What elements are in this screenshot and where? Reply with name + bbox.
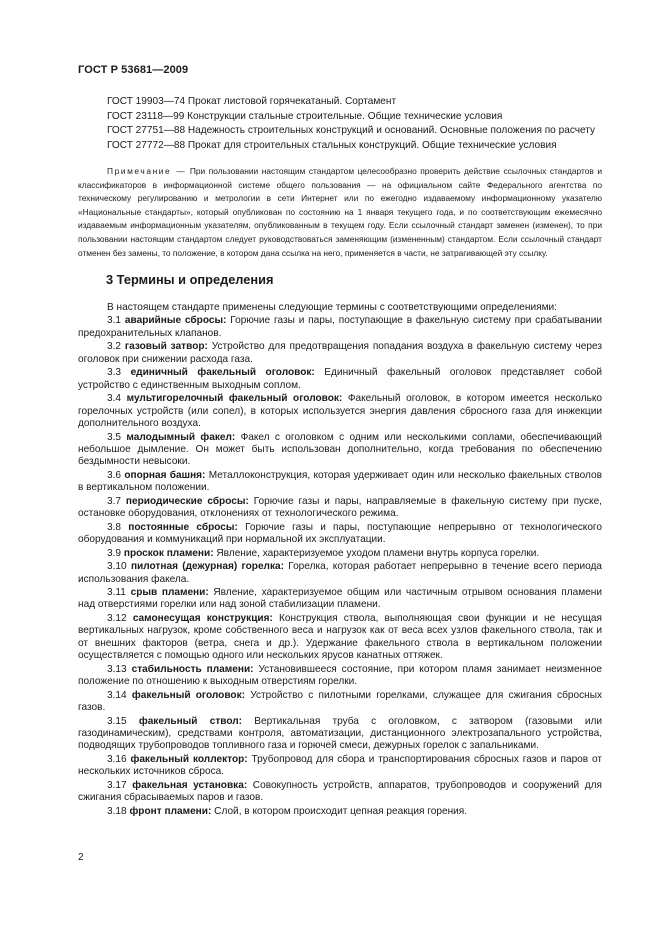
term-name: факельный коллектор: bbox=[130, 753, 248, 765]
term-text: Конструкция ствола, выполняющая свои функции и не несущая вертикальных нагрузок, кроме собственного веса и нагрузок как от веса всех узлов факельного ствола, так и от внешних факторов (ветра, снега и др.). Удержание факельного ствола в вертикальном положении осуществляется с помощью одного или нескольких ярусов канатных оттяжек. bbox=[78, 612, 602, 662]
term-definition bbox=[78, 496, 602, 521]
term-text: Вертикальная труба с оголовком, с затвором (газовыми или газодинамическим), средствами контроля, автоматизации, дистанционного электрозапального устройства, подводящих трубопроводов топливного газа и горючей смеси, дежурных горелок с запальниками. bbox=[78, 715, 602, 752]
term-number: 3.8 bbox=[107, 521, 122, 533]
term-definition bbox=[78, 664, 602, 689]
note-lead: Примечание — bbox=[107, 166, 187, 176]
term-number: 3.10 bbox=[107, 561, 127, 573]
term-name: фронт пламени: bbox=[129, 805, 212, 817]
term-name: срыв пламени: bbox=[130, 586, 209, 598]
term-definition bbox=[78, 470, 602, 495]
term-text: Факел с оголовком с одним или несколькими соплами, обеспечивающий небольшое дымление. Он может быть использован дополнительно, когда требования по обеспечению бездымности невысоки. bbox=[78, 431, 602, 468]
term-name: факельный ствол: bbox=[138, 715, 243, 727]
note-paragraph bbox=[78, 165, 602, 260]
term-number: 3.12 bbox=[107, 612, 127, 624]
terms-body bbox=[78, 302, 602, 819]
term-definition bbox=[78, 613, 602, 663]
term-name: газовый затвор: bbox=[124, 341, 208, 353]
term-name: постоянные сбросы: bbox=[128, 521, 238, 533]
term-number: 3.5 bbox=[107, 431, 122, 443]
term-definition bbox=[78, 341, 602, 366]
document-code: ГОСТ Р 53681—2009 bbox=[78, 64, 189, 76]
term-text: Совокупность устройств, аппаратов, трубопроводов и сооружений для сжигания сбрасываемых паров и газов. bbox=[78, 779, 603, 804]
term-text: Горючие газы и пары, направляемые в факельную систему при пуске, остановке оборудования, отклонениях от технологического режима. bbox=[78, 495, 602, 520]
term-number: 3.1 bbox=[107, 315, 122, 327]
term-definition bbox=[78, 367, 602, 392]
term-number: 3.3 bbox=[107, 367, 122, 379]
term-text: Явление, характеризуемое уходом пламени внутрь корпуса горелки. bbox=[213, 547, 540, 559]
term-text: Явление, характеризуемое общим или частичным отрывом основания пламени над отверстиями горелки или над зоной стабилизации пламени. bbox=[78, 586, 602, 611]
term-text: Трубопровод для сбора и транспортирования сбросных газов и паров от нескольких источников сброса. bbox=[78, 753, 602, 778]
term-definition bbox=[78, 548, 602, 560]
term-number: 3.17 bbox=[107, 779, 127, 791]
term-number: 3.15 bbox=[107, 715, 127, 727]
reference-item: ГОСТ 23118—99 Конструкции стальные строительные. Общие технические условия bbox=[107, 110, 503, 122]
term-definition bbox=[78, 315, 602, 340]
term-name: периодические сбросы: bbox=[125, 495, 249, 507]
page-number: 2 bbox=[78, 852, 84, 863]
section-title: 3 Термины и определения bbox=[106, 272, 274, 287]
term-definition bbox=[78, 561, 602, 586]
term-name: проскок пламени: bbox=[123, 547, 214, 559]
term-number: 3.7 bbox=[107, 495, 122, 507]
term-name: малодымный факел: bbox=[126, 431, 236, 443]
section-intro: В настоящем стандарте применены следующие термины с соответствующими определениями: bbox=[107, 302, 557, 313]
term-text: Установившееся состояние, при котором пламя занимает неизменное положение по отношению к выходным отверстиям горелки. bbox=[78, 663, 602, 688]
term-text: Слой, в котором происходит цепная реакция горения. bbox=[211, 805, 468, 817]
term-name: факельный оголовок: bbox=[131, 689, 245, 701]
note-text: При пользовании настоящим стандартом целесообразно проверить действие ссылочных стандартов и классификаторов в информационной системе общего пользования — на официальном сайте Федерального агентства по техническому регулированию и метрологии в сети Интернет или по ежегодно издаваемому информационному указателю «Национальные стандарты», который опубликован по состоянию на 1 января текущего года, и по соответствующим ежемесячно издаваемым информационным указателям, опубликованным в текущем году. Если ссылочный стандарт заменен (изменен), то при пользовании настоящим стандартом следует руководствоваться заменяющим (измененным) стандартом. Если ссылочный стандарт отменен без замены, то положение, в котором дана ссылка на него, применяется в части, не затрагивающей эту ссылку. bbox=[78, 166, 602, 258]
term-definition bbox=[78, 690, 602, 715]
term-definition bbox=[78, 522, 602, 547]
reference-item: ГОСТ 27772—88 Прокат для строительных стальных конструкций. Общие технические условия bbox=[107, 139, 557, 151]
term-definition bbox=[78, 806, 602, 818]
term-name: пилотная (дежурная) горелка: bbox=[130, 561, 284, 573]
term-name: единичный факельный оголовок: bbox=[130, 367, 315, 379]
term-text: Устройство с пилотными горелками, служащее для сжигания сбросных газов. bbox=[78, 689, 602, 714]
term-text: Горючие газы и пары, поступающие в факельную систему при срабатывании предохранительных клапанов. bbox=[78, 315, 602, 339]
term-name: самонесущая конструкция: bbox=[132, 612, 273, 624]
term-text: Устройство для предотвращения попадания воздуха в факельную систему через оголовок при снижении расхода газа. bbox=[78, 341, 602, 365]
term-number: 3.2 bbox=[107, 341, 122, 353]
term-number: 3.14 bbox=[107, 689, 127, 701]
term-text: Факельный оголовок, в котором имеется несколько горелочных устройств (или сопел), в которых используется энергия давления сбросного газа для инжекции дополнительного воздуха. bbox=[78, 393, 602, 430]
term-number: 3.11 bbox=[107, 586, 126, 598]
term-text: Единичный факельный оголовок представляет собой устройство с единственным выходным соплом. bbox=[78, 367, 602, 391]
term-definition bbox=[78, 754, 602, 779]
terms-list bbox=[78, 315, 602, 818]
term-definition bbox=[78, 432, 602, 469]
term-text: Горелка, которая работает непрерывно в течение всего периода использования факела. bbox=[78, 561, 602, 585]
term-name: факельная установка: bbox=[132, 779, 248, 791]
term-number: 3.4 bbox=[107, 393, 122, 405]
term-number: 3.6 bbox=[107, 469, 122, 481]
reference-item: ГОСТ 27751—88 Надежность строительных конструкций и оснований. Основные положения по расчету bbox=[107, 125, 596, 136]
term-text: Металлоконструкция, которая удерживает один или несколько факельных стволов в вертикальном положении. bbox=[78, 469, 602, 494]
term-name: мультигорелочный факельный оголовок: bbox=[126, 393, 343, 405]
term-number: 3.18 bbox=[107, 805, 127, 817]
term-name: опорная башня: bbox=[124, 469, 206, 481]
term-number: 3.13 bbox=[107, 663, 127, 675]
term-name: аварийные сбросы: bbox=[124, 315, 227, 327]
term-definition bbox=[78, 716, 602, 753]
term-text: Горючие газы и пары, поступающие непрерывно от технологического оборудования и коммуникаций при нормальной их эксплуатации. bbox=[78, 521, 602, 546]
term-definition bbox=[78, 393, 602, 430]
reference-list bbox=[78, 95, 602, 153]
term-definition bbox=[78, 587, 602, 612]
reference-item: ГОСТ 19903—74 Прокат листовой горячекатаный. Сортамент bbox=[107, 96, 397, 107]
term-name: стабильность пламени: bbox=[131, 663, 254, 675]
term-definition bbox=[78, 780, 602, 805]
term-number: 3.16 bbox=[107, 753, 127, 765]
term-number: 3.9 bbox=[107, 547, 122, 559]
